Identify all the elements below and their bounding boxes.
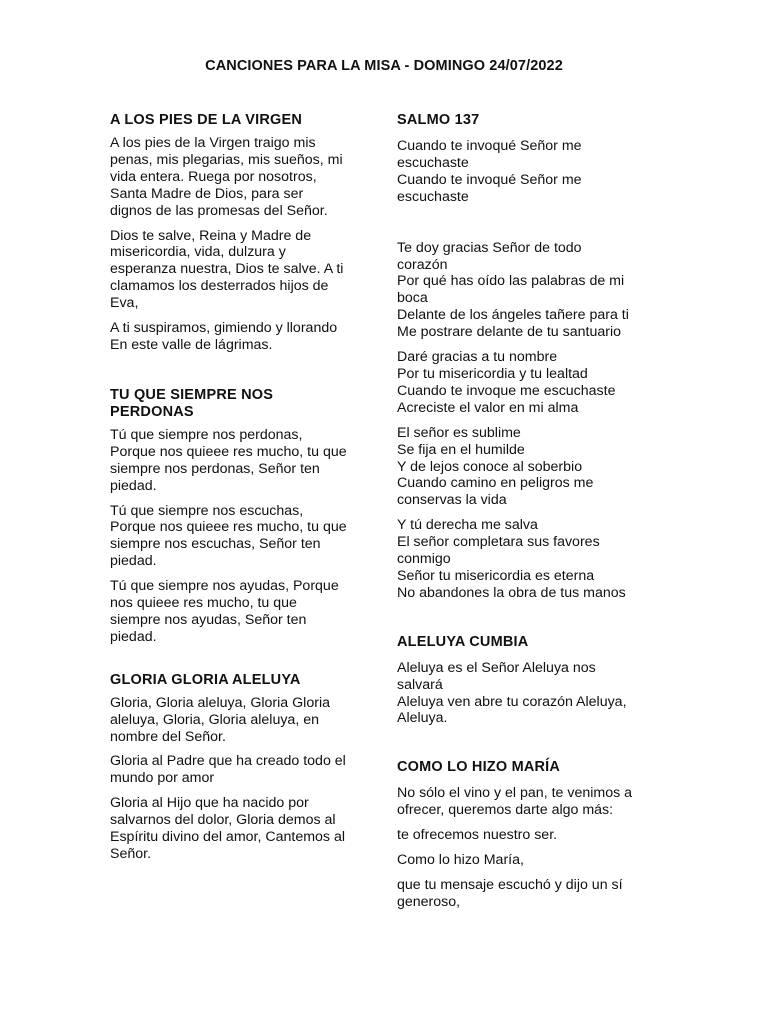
song-a-los-pies-de-la-virgen	[110, 112, 372, 354]
song-title: GLORIA GLORIA ALELUYA	[110, 671, 301, 688]
song-paragraph: No sólo el vino y el pan, te venimos a ofrecer, queremos darte algo más:	[397, 785, 633, 819]
song-paragraph: A ti suspiramos, gimiendo y llorando En este valle de lágrimas.	[110, 320, 338, 353]
song-title: ALELUYA CUMBIA	[397, 633, 529, 650]
song-aleluya-cumbia	[397, 634, 659, 728]
song-paragraph: te ofrecemos nuestro ser.	[397, 827, 558, 844]
song-paragraph: Te doy gracias Señor de todo corazón Por qué has oído las palabras de mi boca Delante de los ángeles tañere para ti Me postrare delante de tu santuario	[397, 239, 629, 341]
document-title: CANCIONES PARA LA MISA - DOMINGO 24/07/2022	[205, 58, 563, 74]
song-como-lo-hizo-maria	[397, 759, 659, 910]
song-paragraph	[397, 214, 659, 240]
song-title: A LOS PIES DE LA VIRGEN	[110, 112, 303, 128]
left-column	[110, 112, 372, 871]
song-title: TU QUE SIEMPRE NOS PERDONAS	[110, 386, 274, 420]
song-paragraph: Aleluya es el Señor Aleluya nos salvará Aleluya ven abre tu corazón Aleluya, Aleluya.	[397, 659, 627, 727]
song-paragraph: Gloria al Padre que ha creado todo el mundo por amor	[110, 753, 346, 787]
song-paragraph: Gloria, Gloria aleluya, Gloria Gloria aleluya, Gloria, Gloria aleluya, en nombre del Señor.	[110, 694, 330, 745]
song-paragraph: Daré gracias a tu nombre Por tu misericordia y tu lealtad Cuando te invoque me escuchaste Acreciste el valor en mi alma	[397, 349, 616, 416]
song-tu-que-siempre-nos-perdonas	[110, 387, 372, 646]
song-paragraph: Gloria al Hijo que ha nacido por salvarnos del dolor, Gloria demos al Espíritu divino del amor, Cantemos al Señor.	[110, 795, 345, 862]
song-paragraph: Tú que siempre nos ayudas, Porque nos quieee res mucho, tu que siempre nos ayudas, Señor ten piedad.	[110, 578, 339, 645]
song-paragraph: El señor es sublime Se fija en el humilde Y de lejos conoce al soberbio Cuando camino en peligros me conservas la vida	[397, 424, 594, 509]
song-paragraph: Como lo hizo María,	[397, 852, 524, 869]
song-paragraph: A los pies de la Virgen traigo mis penas, mis plegarias, mis sueños, mi vida entera. Ruega por nosotros, Santa Madre de Dios, para ser dignos de las promesas del Señor.	[110, 135, 343, 219]
song-gloria-gloria-aleluya	[110, 672, 372, 863]
song-paragraph: Tú que siempre nos perdonas, Porque nos quieee res mucho, tu que siempre nos perdonas, Señor ten piedad.	[110, 426, 347, 494]
song-paragraph: Cuando te invoqué Señor me escuchaste Cuando te invoqué Señor me escuchaste	[397, 138, 582, 205]
song-salmo-137	[397, 112, 659, 602]
song-paragraph: que tu mensaje escuchó y dijo un sí generoso,	[397, 877, 623, 910]
song-title: SALMO 137	[397, 112, 480, 128]
song-title: COMO LO HIZO MARÍA	[397, 759, 561, 776]
song-paragraph: Tú que siempre nos escuchas, Porque nos quieee res mucho, tu que siempre nos escuchas, Señor ten piedad.	[110, 502, 347, 570]
song-paragraph: Y tú derecha me salva El señor completara sus favores conmigo Señor tu misericordia es eterna No abandones la obra de tus manos	[397, 517, 626, 601]
right-column	[397, 112, 659, 919]
song-paragraph: Dios te salve, Reina y Madre de misericordia, vida, dulzura y esperanza nuestra, Dios te salve. A ti clamamos los desterrados hijos de Eva,	[110, 227, 344, 312]
